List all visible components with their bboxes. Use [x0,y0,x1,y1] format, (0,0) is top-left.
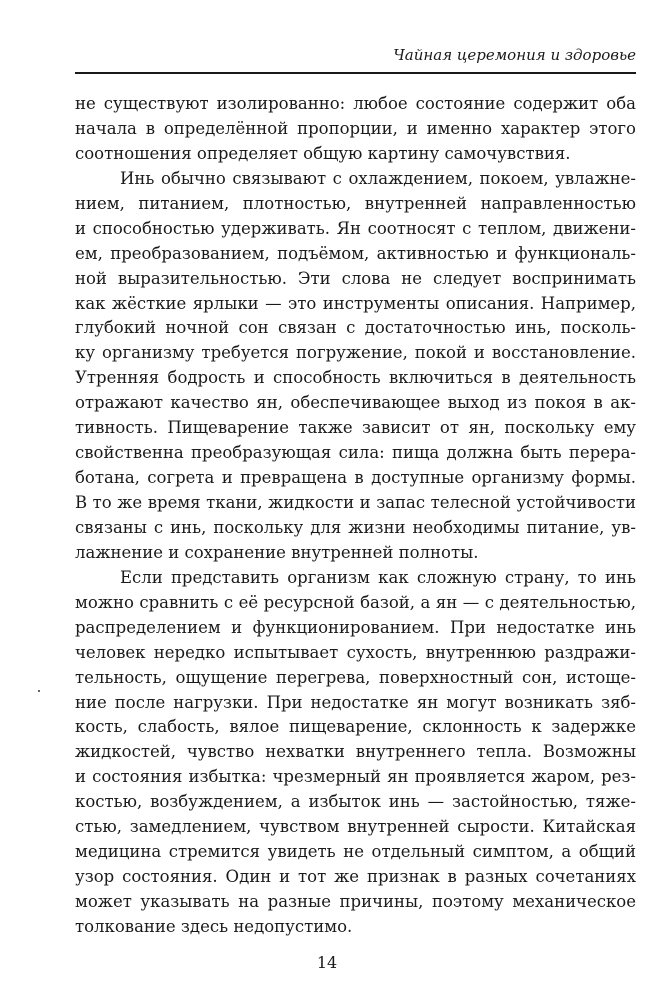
text-line: тельность, ощущение перегрева, поверхностный сон, истоще- [75,667,636,687]
text-line: начала в определённой пропорции, и именно характер этого [75,118,636,138]
text-line: ботана, согрета и превращена в доступные организму формы. [75,468,636,488]
text-line: нием, питанием, плотностью, внутренней направленностью [75,193,636,213]
text-line: может указывать на разные причины, поэтому механическое [75,892,636,911]
text-line: человек нередко испытывает сухость, внутреннюю раздражи- [75,642,636,662]
text-line: костью, возбуждением, а избыток инь — застойностью, тяже- [75,792,636,812]
text-line: лажнение и сохранение внутренней полноты. [75,542,479,562]
text-line: можно сравнить с её ресурсной базой, а ян — с деятельностью, [75,592,636,612]
text-line: толкование здесь недопустимо. [75,916,353,936]
body-text [75,92,636,940]
text-line: В то же время ткани, жидкости и запас телесной устойчивости [75,493,636,512]
text-line: ем, преобразованием, подъёмом, активностью и функциональ- [75,243,636,263]
text-line: кость, слабость, вялое пищеварение, склонность к задержке [75,717,636,737]
text-line: и состояния избытка: чрезмерный ян проявляется жаром, рез- [75,767,636,787]
text-line: отражают качество ян, обеспечивающее выход из покоя в ак- [75,393,636,413]
text-line: ной выразительностью. Эти слова не следует воспринимать [75,268,636,288]
text-line: Если представить организм как сложную страну, то инь [120,567,636,587]
text-line: соотношения определяет общую картину самочувствия. [75,143,571,163]
text-line: стью, замедлением, чувством внутренней сырости. Китайская [75,817,636,837]
text-line: распределением и функционированием. При недостатке инь [75,617,636,637]
text-line: связаны с инь, поскольку для жизни необходимы питание, ув- [75,517,636,537]
paragraph [75,92,636,167]
text-line: узор состояния. Один и тот же признак в разных сочетаниях [75,867,636,887]
text-line: свойственна преобразующая сила: пища должна быть перера- [75,443,636,463]
text-line: как жёсткие ярлыки — это инструменты описания. Например, [75,293,636,313]
text-line: тивность. Пищеварение также зависит от ян, поскольку ему [75,418,636,438]
text-line: глубокий ночной сон связан с достаточностью инь, посколь- [75,318,636,338]
text-line: медицина стремится увидеть не отдельный симптом, а общий [75,842,636,862]
text-line: Инь обычно связывают с охлаждением, покоем, увлажне- [120,168,636,188]
paragraph [75,566,636,940]
text-line: и способностью удерживать. Ян соотносят с теплом, движени- [75,218,636,238]
scan-speck [38,690,40,692]
text-line: ние после нагрузки. При недостатке ян могут возникать зяб- [75,692,636,712]
running-header-title: Чайная церемония и здоровье [393,46,636,64]
text-line: жидкостей, чувство нехватки внутреннего тепла. Возможны [75,742,636,762]
running-header [75,44,636,74]
text-line: не существуют изолированно: любое состояние содержит оба [75,94,636,113]
text-line: ку организму требуется погружение, покой и восстановление. [75,343,636,363]
paragraph [75,167,636,566]
text-line: Утренняя бодрость и способность включиться в деятельность [75,368,636,388]
page-number: 14 [316,953,338,972]
